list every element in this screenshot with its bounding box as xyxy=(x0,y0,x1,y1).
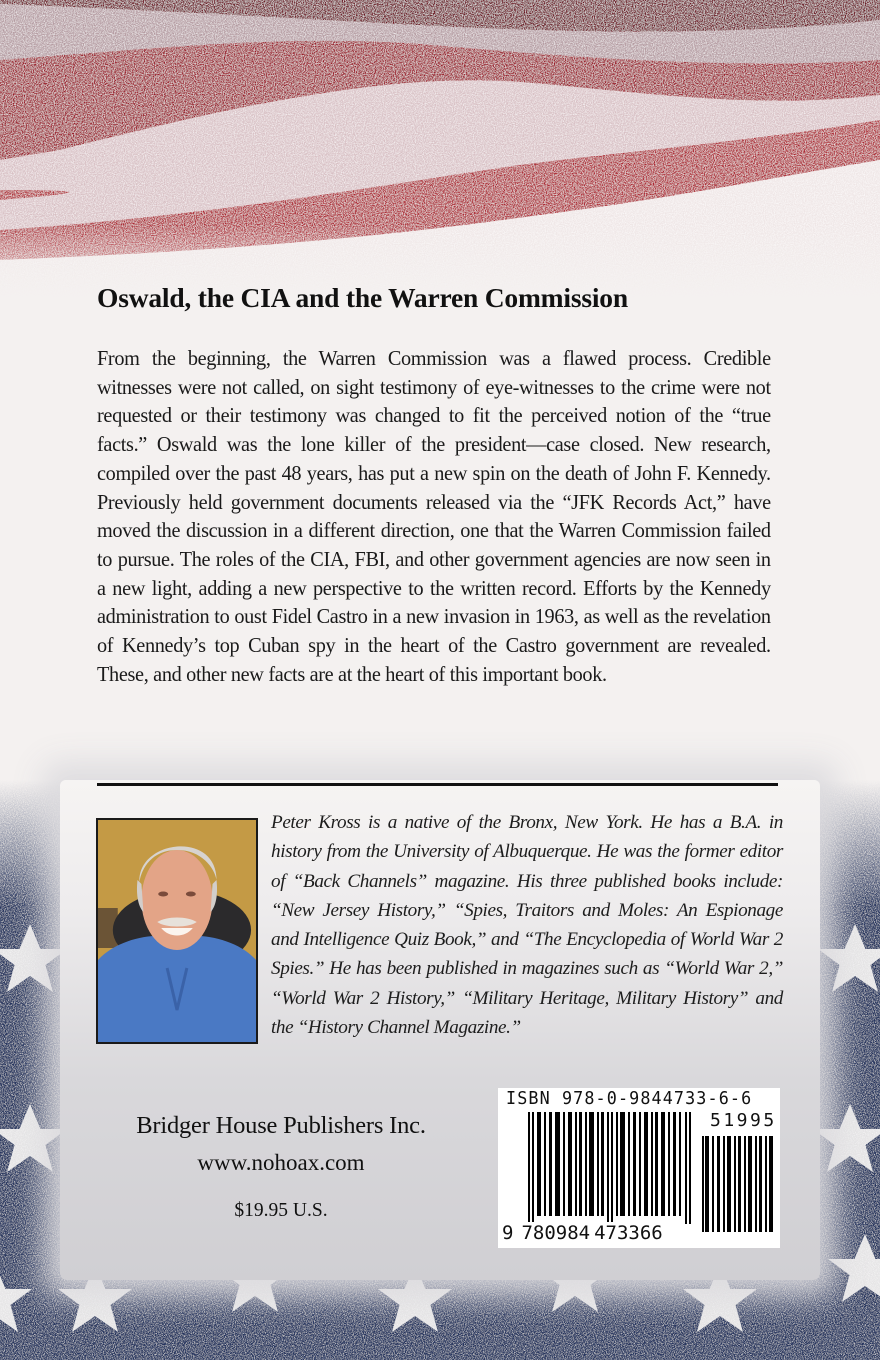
price-label: $19.95 U.S. xyxy=(234,1200,328,1221)
flag-stripes-background xyxy=(0,0,880,300)
isbn-label: ISBN 978-0-9844733-6-6 xyxy=(506,1088,753,1109)
price-addon-bars xyxy=(702,1136,774,1232)
ean-barcode-bars xyxy=(528,1112,693,1224)
publisher-block xyxy=(96,1110,466,1226)
publisher-website: www.nohoax.com xyxy=(197,1150,365,1175)
ean-lead-digit: 9 xyxy=(502,1222,514,1244)
price-addon-digits: 51995 xyxy=(710,1110,777,1131)
ean-group-2: 473366 xyxy=(594,1222,663,1244)
section-divider xyxy=(97,783,778,786)
publisher-name: Bridger House Publishers Inc. xyxy=(136,1112,426,1139)
book-description: From the beginning, the Warren Commission was a flawed process. Credible witnesses were not called, on sight testimony of eye-witnesses to the crime were not requested or their testimony was changed to fit the perceived notion of the “true facts.” Oswald was the lone killer of the president—case closed. New research, compiled over the past 48 years, has put a new spin on the death of John F. Kennedy. Previously held government documents released via the “JFK Records Act,” have moved the discussion in a different direction, one that the Warren Commission failed to pursue. The roles of the CIA, FBI, and other government agencies are now seen in a new light, adding a new perspective to the written record. Efforts by the Kennedy administration to oust Fidel Castro in a new invasion in 1963, as well as the revelation of Kennedy’s top Cuban spy in the heart of the Castro government are revealed. These, and other new facts are at the heart of this important book. xyxy=(97,348,771,686)
book-title: Oswald, the CIA and the Warren Commission xyxy=(97,282,628,313)
ean-group-1: 780984 xyxy=(521,1222,591,1244)
author-photo xyxy=(96,818,258,1044)
isbn-barcode xyxy=(498,1088,780,1248)
author-bio: Peter Kross is a native of the Bronx, New York. He has a B.A. in history from the University of Albuquerque. He was the former editor of “Back Channels” magazine. His three published books include: “New Jersey History,” “Spies, Traitors and Moles: An Espionage and Intelligence Quiz Book,” and “The Encyclopedia of World War 2 Spies.” He has been published in magazines such as “World War 2,” “World War 2 History,” “Military Heritage, Military History” and the “History Channel Magazine.” xyxy=(271,812,783,1039)
ean-digits xyxy=(502,1222,663,1244)
